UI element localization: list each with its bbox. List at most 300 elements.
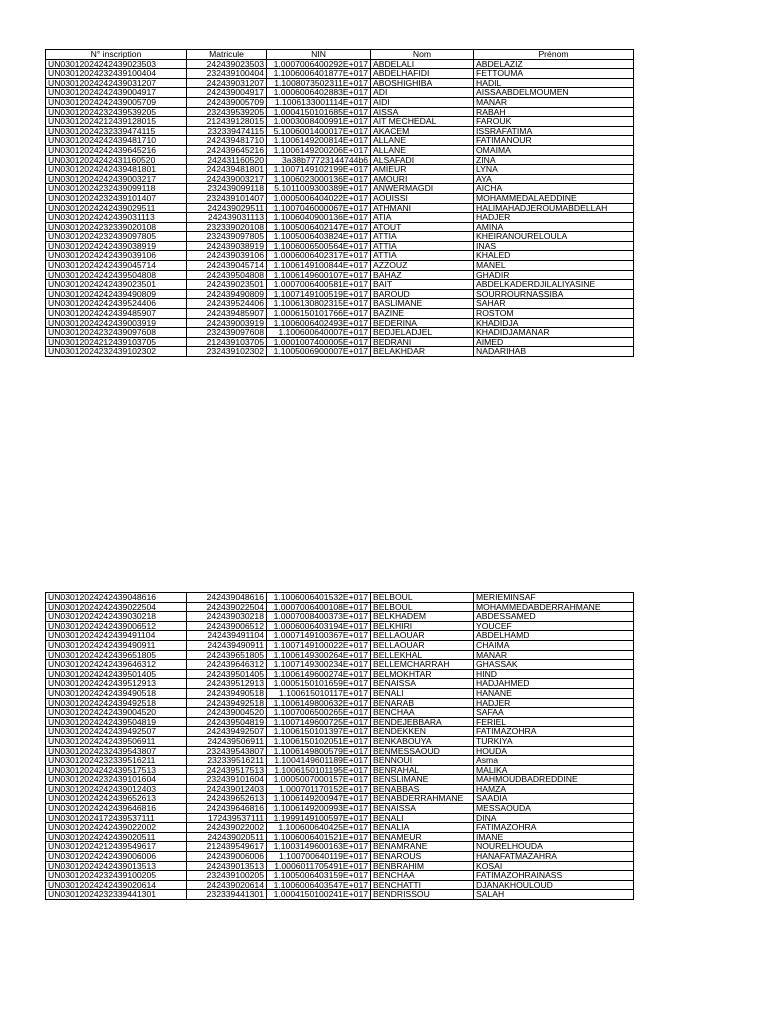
- cell-inscription: UN03012024242439504808: [46, 270, 187, 280]
- cell-nin: 1.0004150101685E+017: [267, 107, 371, 117]
- table-row: [46, 631, 634, 641]
- cell-nom: BELBOUL: [371, 593, 474, 603]
- table-row: [46, 203, 634, 213]
- cell-prenom: GHADIR: [474, 270, 634, 280]
- cell-nom: BELLAOUAR: [371, 631, 474, 641]
- cell-matricule: 242439029511: [187, 203, 267, 213]
- cell-matricule: 232439100205: [187, 871, 267, 881]
- cell-nin: 1.1007149102199E+017: [267, 165, 371, 175]
- cell-nin: 1.1006006401532E+017: [267, 593, 371, 603]
- cell-nom: ALLANE: [371, 145, 474, 155]
- cell-nom: BENCHATTI: [371, 880, 474, 890]
- cell-inscription: UN03012024242439005709: [46, 97, 187, 107]
- cell-prenom: HANANE: [474, 688, 634, 698]
- cell-inscription: UN03012024242439023501: [46, 280, 187, 290]
- header-nom: Nom: [371, 50, 474, 60]
- cell-nin: 1.1006133001114E+017: [267, 97, 371, 107]
- cell-inscription: UN03012024242439022002: [46, 823, 187, 833]
- cell-inscription: UN03012024242439004917: [46, 88, 187, 98]
- cell-prenom: SAFAA: [474, 708, 634, 718]
- cell-nom: BELBOUL: [371, 602, 474, 612]
- cell-nom: BENALI: [371, 813, 474, 823]
- cell-prenom: AISSAABDELMOUMEN: [474, 88, 634, 98]
- cell-inscription: UN03012024242439048616: [46, 593, 187, 603]
- cell-prenom: SAADIA: [474, 794, 634, 804]
- cell-matricule: 242439030218: [187, 612, 267, 622]
- cell-nin: 1.1006006403547E+017: [267, 880, 371, 890]
- cell-prenom: ABDELKADERDJILALIYASINE: [474, 280, 634, 290]
- cell-nin: 1.1006150101195E+017: [267, 765, 371, 775]
- cell-prenom: HADJAHMED: [474, 679, 634, 689]
- cell-inscription: UN03012024242439506911: [46, 736, 187, 746]
- table-row: [46, 126, 634, 136]
- cell-matricule: 232339020108: [187, 222, 267, 232]
- cell-inscription: UN03012024242439006512: [46, 621, 187, 631]
- cell-nom: BENSLIMANE: [371, 775, 474, 785]
- cell-prenom: ROSTOM: [474, 309, 634, 319]
- cell-prenom: DINA: [474, 813, 634, 823]
- cell-matricule: 242439504819: [187, 717, 267, 727]
- cell-nin: 1.1006150101397E+017: [267, 727, 371, 737]
- table-row: [46, 880, 634, 890]
- cell-nom: BENDEKKEN: [371, 727, 474, 737]
- table-row: [46, 765, 634, 775]
- cell-nin: 1.1006130802315E+017: [267, 299, 371, 309]
- cell-matricule: 232439100404: [187, 69, 267, 79]
- cell-prenom: HADJER: [474, 698, 634, 708]
- table-row: [46, 669, 634, 679]
- cell-nom: BELLEMCHARRAH: [371, 660, 474, 670]
- cell-matricule: 242439645216: [187, 145, 267, 155]
- cell-matricule: 232339474115: [187, 126, 267, 136]
- table-row: [46, 593, 634, 603]
- cell-matricule: 242439039106: [187, 251, 267, 261]
- cell-matricule: 242439045714: [187, 261, 267, 271]
- cell-nom: AOUISSI: [371, 193, 474, 203]
- cell-matricule: 242439490518: [187, 688, 267, 698]
- table-row: [46, 823, 634, 833]
- cell-matricule: 232339516211: [187, 756, 267, 766]
- cell-nom: BELAKHDAR: [371, 347, 474, 357]
- cell-nom: ATTIA: [371, 232, 474, 242]
- table-row: [46, 736, 634, 746]
- cell-nin: 1.1006149600107E+017: [267, 270, 371, 280]
- table-row: [46, 165, 634, 175]
- cell-nin: 1.1007149300234E+017: [267, 660, 371, 670]
- cell-matricule: 242439652613: [187, 794, 267, 804]
- cell-nin: 1.1007149600725E+017: [267, 717, 371, 727]
- cell-nin: 1.1006040900136E+017: [267, 213, 371, 223]
- cell-matricule: 242439517513: [187, 765, 267, 775]
- cell-nom: ABDELHAFIDI: [371, 69, 474, 79]
- cell-inscription: UN03012024242439020511: [46, 832, 187, 842]
- cell-prenom: SALAH: [474, 890, 634, 900]
- header-inscription: N° inscription: [46, 50, 187, 60]
- cell-nin: 1.0006006403194E+017: [267, 621, 371, 631]
- cell-inscription: UN03012024242439651805: [46, 650, 187, 660]
- cell-matricule: 212439128015: [187, 117, 267, 127]
- cell-prenom: AIMED: [474, 337, 634, 347]
- cell-matricule: 242439020614: [187, 880, 267, 890]
- cell-inscription: UN03012024242439646312: [46, 660, 187, 670]
- table-row: [46, 261, 634, 271]
- cell-nom: BENNOUI: [371, 756, 474, 766]
- table-row: [46, 804, 634, 814]
- cell-prenom: SAHAR: [474, 299, 634, 309]
- cell-nin: 1.1003149600163E+017: [267, 842, 371, 852]
- cell-inscription: UN03012024212439549617: [46, 842, 187, 852]
- table-row: [46, 193, 634, 203]
- cell-prenom: HADJER: [474, 213, 634, 223]
- cell-prenom: ABDELAZIZ: [474, 59, 634, 69]
- cell-nin: 1.1008073502311E+017: [267, 78, 371, 88]
- cell-nin: 1.0007149100367E+017: [267, 631, 371, 641]
- cell-prenom: ISSRAFATIMA: [474, 126, 634, 136]
- cell-nom: BENCHAA: [371, 871, 474, 881]
- cell-inscription: UN03012024232339516211: [46, 756, 187, 766]
- cell-inscription: UN03012024232339474115: [46, 126, 187, 136]
- cell-prenom: Asma: [474, 756, 634, 766]
- cell-prenom: NOURELHOUDA: [474, 842, 634, 852]
- cell-matricule: 232439099118: [187, 184, 267, 194]
- cell-matricule: 242439481710: [187, 136, 267, 146]
- cell-matricule: 242439646312: [187, 660, 267, 670]
- table-row: [46, 679, 634, 689]
- cell-inscription: UN03012024172439537111: [46, 813, 187, 823]
- cell-matricule: 242439006006: [187, 852, 267, 862]
- cell-prenom: MAHMOUDBADREDDINE: [474, 775, 634, 785]
- cell-nin: 1.0003008400991E+017: [267, 117, 371, 127]
- cell-inscription: UN03012024242439481801: [46, 165, 187, 175]
- table-row: [46, 832, 634, 842]
- cell-nin: 1.1006149100844E+017: [267, 261, 371, 271]
- table-row: [46, 174, 634, 184]
- table-row: [46, 698, 634, 708]
- registration-table-2: [45, 592, 634, 900]
- table-row: [46, 97, 634, 107]
- table-row: [46, 650, 634, 660]
- cell-inscription: UN03012024242439003919: [46, 318, 187, 328]
- cell-matricule: 232439097805: [187, 232, 267, 242]
- cell-nom: BENALI: [371, 688, 474, 698]
- cell-nom: ANWERMAGDI: [371, 184, 474, 194]
- cell-nin: 1.1006149800579E+017: [267, 746, 371, 756]
- cell-inscription: UN03012024242439491104: [46, 631, 187, 641]
- table-row: [46, 241, 634, 251]
- cell-nom: BELLEKHAL: [371, 650, 474, 660]
- cell-nin: 1.1006023000136E+017: [267, 174, 371, 184]
- table-row: [46, 328, 634, 338]
- cell-prenom: OMAIMA: [474, 145, 634, 155]
- cell-inscription: UN03012024212439128015: [46, 117, 187, 127]
- cell-inscription: UN03012024232339020108: [46, 222, 187, 232]
- cell-prenom: MANAR: [474, 650, 634, 660]
- cell-matricule: 232439101407: [187, 193, 267, 203]
- cell-matricule: 242439031113: [187, 213, 267, 223]
- cell-inscription: UN03012024242439038919: [46, 241, 187, 251]
- cell-inscription: UN03012024242439022504: [46, 602, 187, 612]
- cell-inscription: UN03012024232439543807: [46, 746, 187, 756]
- cell-prenom: SOURROURNASSIBA: [474, 289, 634, 299]
- cell-inscription: UN03012024242439646816: [46, 804, 187, 814]
- cell-nin: 1.100600640425E+017: [267, 823, 371, 833]
- cell-nom: BEDJELADJEL: [371, 328, 474, 338]
- table-row: [46, 289, 634, 299]
- cell-prenom: DJANAKHOULOUD: [474, 880, 634, 890]
- cell-nom: BENAMRANE: [371, 842, 474, 852]
- cell-inscription: UN03012024242439012403: [46, 784, 187, 794]
- cell-prenom: MESSAOUDA: [474, 804, 634, 814]
- cell-inscription: UN03012024242439003217: [46, 174, 187, 184]
- cell-inscription: UN03012024232439100404: [46, 69, 187, 79]
- cell-prenom: KHADIDJAMANAR: [474, 328, 634, 338]
- table-row: [46, 155, 634, 165]
- cell-nom: ATHMANI: [371, 203, 474, 213]
- cell-nin: 5.1011009300389E+017: [267, 184, 371, 194]
- cell-nin: 1.0007006400581E+017: [267, 280, 371, 290]
- cell-prenom: HAMZA: [474, 784, 634, 794]
- cell-prenom: HADIL: [474, 78, 634, 88]
- table-row: [46, 746, 634, 756]
- cell-nin: 1.1007149100519E+017: [267, 289, 371, 299]
- cell-prenom: FETTOUMA: [474, 69, 634, 79]
- table-row: [46, 184, 634, 194]
- cell-nin: 1.1005006402147E+017: [267, 222, 371, 232]
- table-row: [46, 717, 634, 727]
- cell-nom: BEDERINA: [371, 318, 474, 328]
- cell-prenom: ZINA: [474, 155, 634, 165]
- cell-inscription: UN03012024242439512913: [46, 679, 187, 689]
- cell-nin: 1.1006149800632E+017: [267, 698, 371, 708]
- cell-matricule: 242439651805: [187, 650, 267, 660]
- cell-matricule: 242439490911: [187, 640, 267, 650]
- cell-nin: 1.1007046000067E+017: [267, 203, 371, 213]
- table-row: [46, 107, 634, 117]
- cell-inscription: UN03012024232439101407: [46, 193, 187, 203]
- cell-matricule: 242439524406: [187, 299, 267, 309]
- cell-matricule: 242439031207: [187, 78, 267, 88]
- table-row: [46, 688, 634, 698]
- cell-inscription: UN03012024242439481710: [46, 136, 187, 146]
- cell-inscription: UN03012024242439652613: [46, 794, 187, 804]
- cell-prenom: KOSAI: [474, 861, 634, 871]
- cell-nom: BENMESSAOUD: [371, 746, 474, 756]
- cell-inscription: UN03012024242439490911: [46, 640, 187, 650]
- table-row: [46, 621, 634, 631]
- cell-prenom: FATIMAZOHRAINASS: [474, 871, 634, 881]
- cell-matricule: 232339441301: [187, 890, 267, 900]
- cell-nom: BENALIA: [371, 823, 474, 833]
- cell-nom: BELLAOUAR: [371, 640, 474, 650]
- registration-table-1: [45, 49, 634, 357]
- cell-matricule: 232439543807: [187, 746, 267, 756]
- cell-matricule: 242439023501: [187, 280, 267, 290]
- cell-prenom: AYA: [474, 174, 634, 184]
- cell-nom: BENABBAS: [371, 784, 474, 794]
- cell-nin: 1.0001007400005E+017: [267, 337, 371, 347]
- table-row: [46, 602, 634, 612]
- cell-nin: 1.1006150102051E+017: [267, 736, 371, 746]
- table-row: [46, 775, 634, 785]
- cell-matricule: 212439103705: [187, 337, 267, 347]
- cell-nom: AZZOUZ: [371, 261, 474, 271]
- cell-matricule: 242439022002: [187, 823, 267, 833]
- table-row: [46, 78, 634, 88]
- cell-nom: BENDRISSOU: [371, 890, 474, 900]
- cell-nin: 1.1006006401877E+017: [267, 69, 371, 79]
- cell-nom: ALSAFADI: [371, 155, 474, 165]
- cell-nin: 1.1006149600274E+017: [267, 669, 371, 679]
- table-row: [46, 69, 634, 79]
- header-nin: NIN: [267, 50, 371, 60]
- table-row: [46, 251, 634, 261]
- cell-nom: BENCHAA: [371, 708, 474, 718]
- cell-matricule: 242439005709: [187, 97, 267, 107]
- cell-nin: 1.1006006401521E+017: [267, 832, 371, 842]
- cell-matricule: 242439481801: [187, 165, 267, 175]
- cell-inscription: UN03012024242439029511: [46, 203, 187, 213]
- cell-inscription: UN03012024232439097608: [46, 328, 187, 338]
- cell-inscription: UN03012024242439524406: [46, 299, 187, 309]
- cell-prenom: CHAIMA: [474, 640, 634, 650]
- cell-prenom: ABDESSAMED: [474, 612, 634, 622]
- cell-inscription: UN03012024242439031113: [46, 213, 187, 223]
- cell-nin: 1.0007008400373E+017: [267, 612, 371, 622]
- cell-nom: ATTIA: [371, 241, 474, 251]
- header-prenom: Prénom: [474, 50, 634, 60]
- cell-matricule: 242439501405: [187, 669, 267, 679]
- cell-inscription: UN03012024242439004520: [46, 708, 187, 718]
- cell-nin: 1.1007006500265E+017: [267, 708, 371, 718]
- table-row: [46, 213, 634, 223]
- cell-nom: BENAROUS: [371, 852, 474, 862]
- cell-matricule: 212439549617: [187, 842, 267, 852]
- cell-prenom: IMANE: [474, 832, 634, 842]
- cell-inscription: UN03012024242439517513: [46, 765, 187, 775]
- cell-prenom: TURKIYA: [474, 736, 634, 746]
- cell-prenom: GHASSAK: [474, 660, 634, 670]
- cell-inscription: UN03012024232439102302: [46, 347, 187, 357]
- cell-nin: 1.0007006400292E+017: [267, 59, 371, 69]
- table-row: [46, 861, 634, 871]
- cell-inscription: UN03012024242439504819: [46, 717, 187, 727]
- cell-matricule: 242439490809: [187, 289, 267, 299]
- cell-inscription: UN03012024242439501405: [46, 669, 187, 679]
- table-row: [46, 222, 634, 232]
- cell-inscription: UN03012024242439020614: [46, 880, 187, 890]
- cell-nin: 1.1006006500564E+017: [267, 241, 371, 251]
- cell-matricule: 242439003919: [187, 318, 267, 328]
- cell-inscription: UN03012024242439030218: [46, 612, 187, 622]
- cell-inscription: UN03012024242439492507: [46, 727, 187, 737]
- cell-prenom: RABAH: [474, 107, 634, 117]
- cell-nom: BENAISSA: [371, 804, 474, 814]
- cell-matricule: 232439539205: [187, 107, 267, 117]
- cell-inscription: UN03012024242439645216: [46, 145, 187, 155]
- cell-nom: ATOUT: [371, 222, 474, 232]
- cell-inscription: UN03012024242439039106: [46, 251, 187, 261]
- cell-prenom: AICHA: [474, 184, 634, 194]
- cell-nom: BENAMEUR: [371, 832, 474, 842]
- header-matricule: Matricule: [187, 50, 267, 60]
- cell-nin: 1.1006149200206E+017: [267, 145, 371, 155]
- cell-nin: 1.0006006402883E+017: [267, 88, 371, 98]
- cell-inscription: UN03012024242439031207: [46, 78, 187, 88]
- table-row: [46, 59, 634, 69]
- cell-inscription: UN03012024212439103705: [46, 337, 187, 347]
- table-row: [46, 813, 634, 823]
- cell-matricule: 242439023503: [187, 59, 267, 69]
- cell-inscription: UN03012024232439539205: [46, 107, 187, 117]
- cell-nom: BAHAZ: [371, 270, 474, 280]
- cell-matricule: 242439506911: [187, 736, 267, 746]
- cell-matricule: 232439102302: [187, 347, 267, 357]
- cell-nom: AIT MECHEDAL: [371, 117, 474, 127]
- cell-inscription: UN03012024242431160520: [46, 155, 187, 165]
- table-row: [46, 145, 634, 155]
- cell-nom: BENBRAHIM: [371, 861, 474, 871]
- cell-nin: 5.1006001400017E+017: [267, 126, 371, 136]
- cell-nom: BENAISSA: [371, 679, 474, 689]
- cell-nin: 1.0005006404022E+017: [267, 193, 371, 203]
- table-row: [46, 852, 634, 862]
- table-row: [46, 708, 634, 718]
- cell-prenom: MANEL: [474, 261, 634, 271]
- cell-nin: 1.1007149100022E+017: [267, 640, 371, 650]
- cell-matricule: 242439004917: [187, 88, 267, 98]
- cell-nom: BENARAB: [371, 698, 474, 708]
- cell-nin: 1.1006149200814E+017: [267, 136, 371, 146]
- cell-nin: 1.0007006400108E+017: [267, 602, 371, 612]
- cell-nin: 1.0006011705491E+017: [267, 861, 371, 871]
- table-row: [46, 347, 634, 357]
- cell-matricule: 242439006512: [187, 621, 267, 631]
- cell-prenom: MANAR: [474, 97, 634, 107]
- cell-nin: 1.1006006402493E+017: [267, 318, 371, 328]
- cell-prenom: KHEIRANOURELOULA: [474, 232, 634, 242]
- cell-nom: BENKABOUYA: [371, 736, 474, 746]
- cell-nom: ABOSHIGHIBA: [371, 78, 474, 88]
- cell-matricule: 242439003217: [187, 174, 267, 184]
- cell-prenom: AMINA: [474, 222, 634, 232]
- cell-nin: 1.0005007000157E+017: [267, 775, 371, 785]
- cell-matricule: 242439512913: [187, 679, 267, 689]
- cell-nin: 1.1005006403824E+017: [267, 232, 371, 242]
- table-row: [46, 660, 634, 670]
- cell-inscription: UN03012024242439485907: [46, 309, 187, 319]
- table-row: [46, 280, 634, 290]
- cell-nom: AMIEUR: [371, 165, 474, 175]
- cell-nom: BAZINE: [371, 309, 474, 319]
- cell-prenom: MOHAMMEDALAEDDINE: [474, 193, 634, 203]
- cell-prenom: MOHAMMEDABDERRAHMANE: [474, 602, 634, 612]
- cell-nom: BAROUD: [371, 289, 474, 299]
- cell-nom: AKACEM: [371, 126, 474, 136]
- cell-matricule: 232439101604: [187, 775, 267, 785]
- cell-prenom: FERIEL: [474, 717, 634, 727]
- table-row: [46, 309, 634, 319]
- cell-nin: 1.100615010117E+017: [267, 688, 371, 698]
- cell-inscription: UN03012024242439006006: [46, 852, 187, 862]
- cell-prenom: FAROUK: [474, 117, 634, 127]
- cell-matricule: 242439013513: [187, 861, 267, 871]
- table-row: [46, 794, 634, 804]
- table-row: [46, 890, 634, 900]
- cell-inscription: UN03012024232439099118: [46, 184, 187, 194]
- table-row: [46, 612, 634, 622]
- cell-inscription: UN03012024232439097805: [46, 232, 187, 242]
- table-row: [46, 232, 634, 242]
